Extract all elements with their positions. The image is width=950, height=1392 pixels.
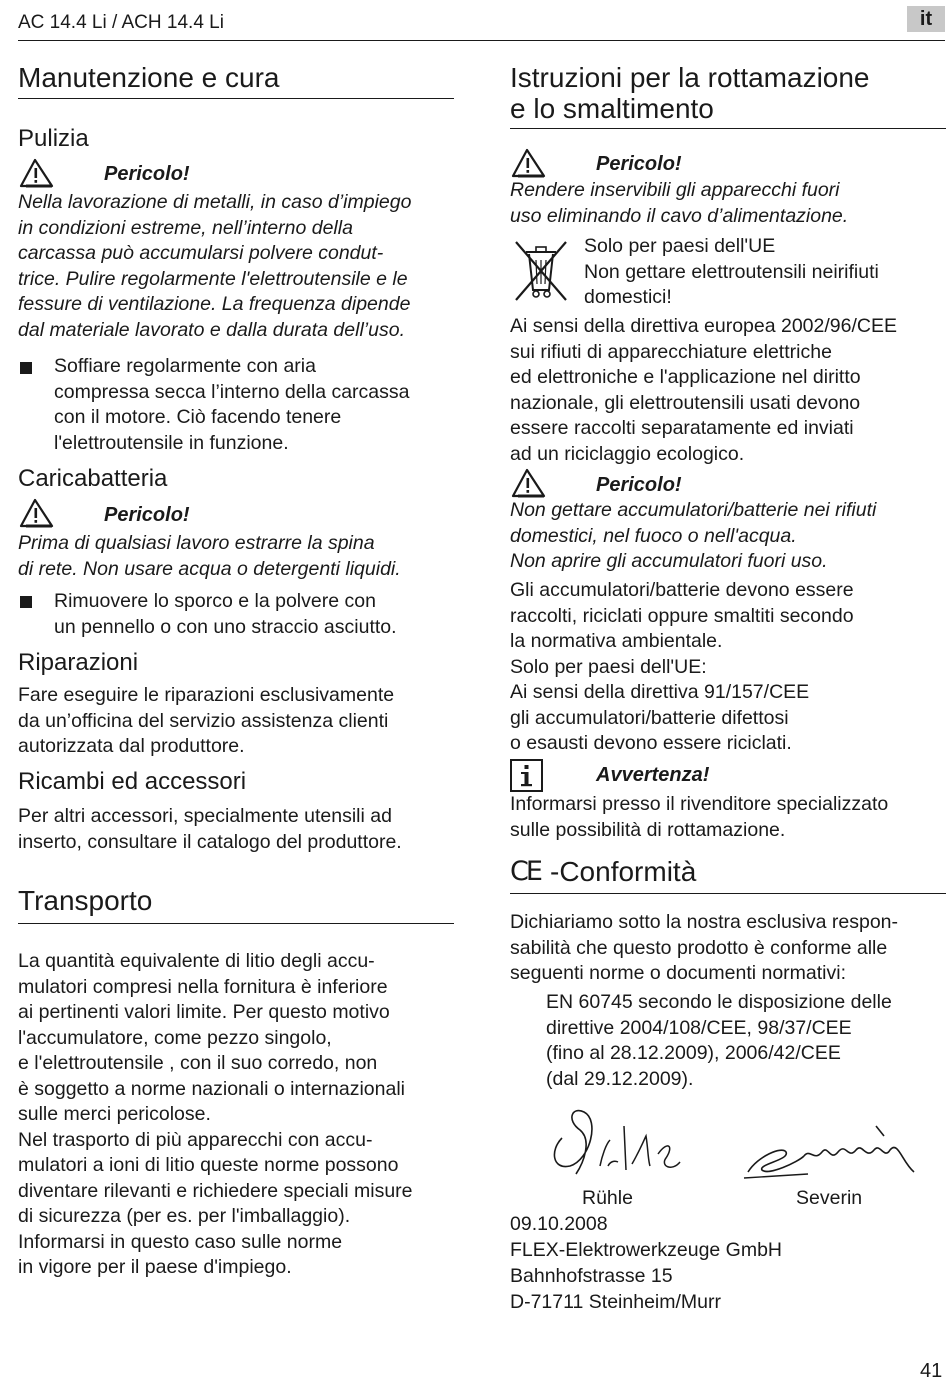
disposal-danger1-label: Pericolo! xyxy=(596,153,682,175)
repairs-title: Riparazioni xyxy=(18,649,139,676)
disposal-title: Istruzioni per la rottamazione e lo smaltimento xyxy=(510,62,870,124)
weee-directive-text: Ai sensi della direttiva europea 2002/96/CEE sui rifiuti di apparecchiature elettriche ed elettroniche e l'applicazione nel diritto nazionale, gli elettroutensili usati devono essere raccolti separatamente ed inviati ad un riciclaggio ecologico. xyxy=(510,315,897,465)
conformity-title-rule xyxy=(510,893,946,894)
battery-disposal-text: Gli accumulatori/batterie devono essere raccolti, riciclati oppure smaltiti secondo la normativa ambientale. Solo per paesi dell'UE: Ai sensi della direttiva 91/157/CEE gli accumulatori/batterie difettosi o esausti devono essere riciclati. xyxy=(510,579,854,754)
charger-bullet-text: Rimuovere lo sporco e la polvere con un pennello o con uno straccio asciutto. xyxy=(54,590,397,638)
transport-title-rule xyxy=(18,923,454,924)
spares-title: Ricambi ed accessori xyxy=(18,768,247,795)
weee-text: Solo per paesi dell'UE Non gettare elettroutensili neirifiuti domestici! xyxy=(584,235,879,308)
conformity-standards: EN 60745 secondo le disposizione delle direttive 2004/108/CEE, 98/37/CEE (fino al 28.12.2009), 2006/42/CEE (dal 29.12.2009). xyxy=(546,991,892,1090)
cleaning-danger-text: Nella lavorazione di metalli, in caso d’impiego in condizioni estreme, nell’interno della carcassa può accumularsi polvere condut- trice. Pulire regolarmente l'elettroutensile e le fessure di ventilazione. La frequenza dipende dal materiale lavorato e dalla durata dell’uso. xyxy=(18,191,412,341)
transport-text: La quantità equivalente di litio degli accu- mulatori compresi nella fornitura è inferiore ai pertinenti valori limite. Per questo motivo l'accumulatore, come pezzo singolo, e l'elettroutensile , con il suo corredo, non è soggetto a norme nazionali o internazionali sulle merci pericolose. Nel trasporto di più apparecchi con accu- mulatori a ioni di litio queste norme possono diventare rilevanti e richiedere speciali misure di sicurezza (per es. per l'imballaggio). Informarsi in questo caso sulle norme in vigore per il paese d'impiego. xyxy=(18,950,413,1278)
spares-text: Per altri accessori, specialmente utensili ad inserto, consultare il catalogo del produttore. xyxy=(18,805,402,853)
info-icon xyxy=(510,759,543,792)
conformity-text: Dichiariamo sotto la nostra esclusiva respon- sabilità che questo prodotto è conforme alle seguenti norme o documenti normativi: xyxy=(510,911,899,984)
signature-severin-image xyxy=(738,1112,928,1187)
language-badge: it xyxy=(907,6,945,32)
crossed-bin-icon xyxy=(510,238,572,304)
signature-ruhle-image xyxy=(540,1100,690,1185)
note-text: Informarsi presso il rivenditore specializzato sulle possibilità di rottamazione. xyxy=(510,793,889,841)
header-divider xyxy=(18,40,945,41)
document-header-title: AC 14.4 Li / ACH 14.4 Li xyxy=(18,12,224,33)
charger-danger-text: Prima di qualsiasi lavoro estrarre la spina di rete. Non usare acqua o detergenti liquidi. xyxy=(18,532,401,580)
warning-triangle-icon xyxy=(18,497,56,529)
repairs-text: Fare eseguire le riparazioni esclusivamente da un’officina del servizio assistenza clienti autorizzata dal produttore. xyxy=(18,684,395,757)
page-number: 41 xyxy=(920,1360,943,1382)
signer-severin-name: Severin xyxy=(796,1187,863,1209)
transport-title: Transporto xyxy=(18,885,153,916)
company-name: FLEX-Elektrowerkzeuge GmbH xyxy=(510,1239,783,1261)
bullet-square-icon xyxy=(20,362,32,374)
disposal-danger1-text: Rendere inservibili gli apparecchi fuori uso eliminando il cavo d’alimentazione. xyxy=(510,179,849,227)
cleaning-danger-label: Pericolo! xyxy=(104,163,190,185)
maintenance-title: Manutenzione e cura xyxy=(18,62,280,93)
signer-ruhle-name: Rühle xyxy=(582,1187,633,1209)
bullet-square-icon xyxy=(20,596,32,608)
cleaning-bullet-text: Soffiare regolarmente con aria compressa secca l’interno della carcassa con il motore. Ciò facendo tenere l'elettroutensile in funzione. xyxy=(54,355,410,454)
cleaning-title: Pulizia xyxy=(18,125,89,152)
charger-danger-label: Pericolo! xyxy=(104,504,190,526)
conformity-title: -Conformità xyxy=(550,856,697,887)
note-label: Avvertenza! xyxy=(596,764,710,786)
warning-triangle-icon xyxy=(510,467,548,499)
warning-triangle-icon xyxy=(510,147,548,179)
ce-mark-logo: CE xyxy=(510,856,540,887)
disposal-danger2-label: Pericolo! xyxy=(596,474,682,496)
declaration-date: 09.10.2008 xyxy=(510,1213,608,1235)
maintenance-title-rule xyxy=(18,98,454,99)
company-street: Bahnhofstrasse 15 xyxy=(510,1265,673,1287)
disposal-title-rule xyxy=(510,128,946,129)
charger-title: Caricabatteria xyxy=(18,465,168,492)
warning-triangle-icon xyxy=(18,157,56,189)
company-city: D-71711 Steinheim/Murr xyxy=(510,1291,721,1313)
disposal-danger2-text: Non gettare accumulatori/batterie nei rifiuti domestici, nel fuoco o nell'acqua. Non aprire gli accumulatori fuori uso. xyxy=(510,499,877,572)
